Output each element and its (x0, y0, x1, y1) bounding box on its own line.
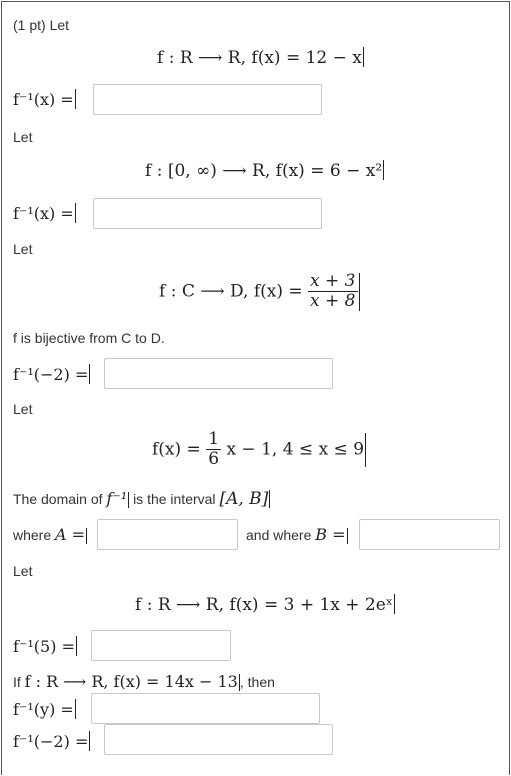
problem4-b-input[interactable] (359, 519, 500, 550)
let-label-4: Let (13, 401, 33, 417)
problem5-equation: f : R ⟶ R, f(x) = 3 + 1x + 2eˣ (135, 595, 394, 615)
problem2-answer-input[interactable] (93, 198, 322, 229)
problem1-answer-input[interactable] (93, 84, 322, 115)
problem3-note: f is bijective from C to D. (13, 330, 165, 346)
let-label-3: Let (13, 241, 33, 257)
problem3-fraction (308, 272, 357, 311)
problem4-equation: f(x) = $\frac{1}{6}$ x − 1, 4 ≤ x ≤ 9 (152, 429, 365, 469)
problem4-fraction (206, 430, 221, 469)
problem2-answer-label: f⁻¹(x) = (13, 204, 74, 223)
problem4-frac-num: 1 (208, 429, 220, 449)
problem4-a-input[interactable] (97, 519, 238, 550)
problem6-answer-y-input[interactable] (91, 693, 320, 724)
problem3-answer-input[interactable] (104, 358, 333, 389)
problem4-domain-text: The domain of f⁻¹ is the interval [A, B] (13, 489, 269, 509)
let-label-2: Let (13, 129, 33, 145)
let-label-5: Let (13, 563, 33, 579)
problem5-answer-label: f⁻¹(5) = (13, 637, 75, 656)
problem3-numerator: x + 3 (310, 271, 356, 291)
problem4-frac-den: 6 (208, 449, 220, 469)
problem6-answer-y-label: f⁻¹(y) = (13, 700, 74, 719)
problem3-equation: f : C ⟶ D, f(x) = $\frac{x + 3}{x + 8}$ (159, 272, 360, 311)
problem6-answer-m2-input[interactable] (104, 724, 333, 755)
problem4-where-b: and where B = (246, 525, 346, 544)
problem4-where-a: where A = (13, 525, 86, 544)
problem1-answer-label: f⁻¹(x) = (13, 90, 74, 109)
problem3-denominator: x + 8 (310, 291, 356, 311)
problem5-answer-input[interactable] (91, 630, 231, 661)
problem2-equation: f : [0, ∞) ⟶ R, f(x) = 6 − x² (145, 161, 383, 181)
problem3-answer-label: f⁻¹(−2) = (13, 365, 89, 384)
problem1-equation: f : R ⟶ R, f(x) = 12 − x (157, 48, 362, 68)
problem6-answer-m2-label: f⁻¹(−2) = (13, 732, 89, 751)
problem6-statement: If f : R ⟶ R, f(x) = 14x − 13 , then (13, 672, 275, 691)
intro-label: (1 pt) Let (13, 17, 70, 33)
